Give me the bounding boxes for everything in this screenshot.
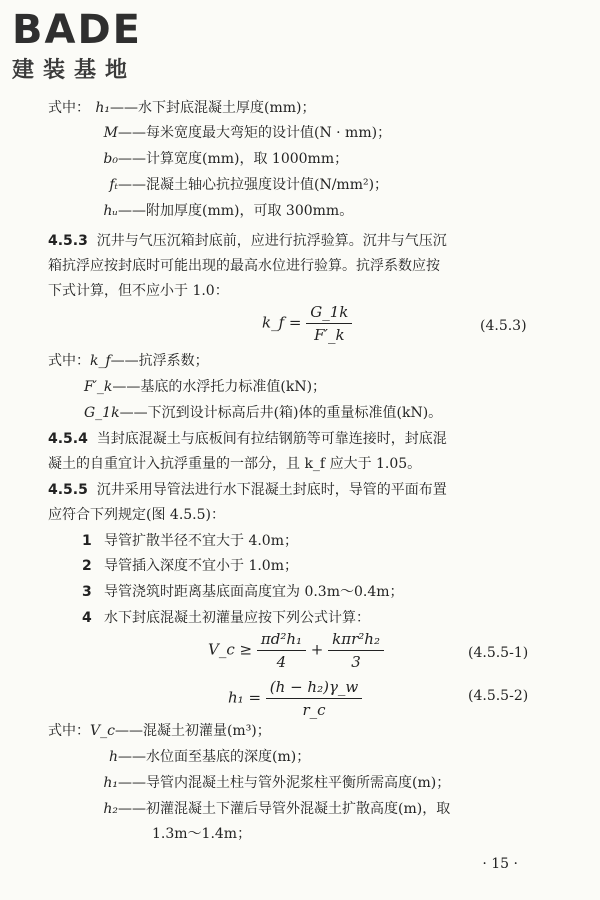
- s454-line-1: [48, 430, 447, 448]
- item-number: 2: [82, 558, 92, 574]
- equation-number: (4.5.3): [480, 318, 527, 334]
- logo-brand: BADE: [12, 7, 142, 53]
- denominator: 3: [328, 650, 384, 671]
- denominator: r_c: [266, 698, 362, 719]
- page-number: · 15 ·: [482, 856, 518, 872]
- definition: ——基底的水浮托力标准值(kN)；: [112, 379, 327, 395]
- section-number: 4.5.4: [48, 431, 88, 447]
- numerator: πd²h₁: [260, 630, 303, 648]
- logo-subtitle: 建装基地: [12, 58, 137, 83]
- defs2-line-3: [84, 404, 442, 422]
- list-item: [82, 609, 370, 627]
- list-item: [82, 557, 298, 575]
- eq-lhs: V_c ≥: [208, 640, 253, 659]
- symbol: hᵤ: [103, 203, 118, 219]
- defs3-continuation: 1.3m～1.4m；: [152, 826, 252, 842]
- fraction: [266, 678, 362, 719]
- fraction: [306, 303, 352, 344]
- defs3-line-1: [48, 722, 271, 740]
- s453-line-2: 箱抗浮应按封底时可能出现的最高水位进行验算。抗浮系数应按: [48, 258, 440, 274]
- eq-lhs: k_f =: [262, 313, 302, 332]
- defs-intro: 式中：: [48, 353, 90, 369]
- definition: ——下沉到设计标高后井(箱)体的重量标准值(kN)。: [119, 405, 443, 421]
- defs3-line-4: [98, 800, 450, 818]
- eq-lhs: h₁ =: [228, 688, 262, 707]
- symbol: h₂: [103, 801, 118, 817]
- paragraph-text: 当封底混凝土与底板间有拉结钢筋等可靠连接时，封底混: [96, 431, 447, 447]
- s453-line-1: [48, 232, 447, 250]
- defs1-line-4: [98, 176, 388, 194]
- section-number: 4.5.3: [48, 233, 88, 249]
- defs3-line-3: [98, 774, 450, 792]
- defs-intro: 式中：: [48, 100, 90, 116]
- definition: ——导管内混凝土柱与管外泥浆柱平衡所需高度(m)；: [118, 775, 451, 791]
- definition: ——每米宽度最大弯矩的设计值(N · mm)；: [118, 125, 392, 141]
- defs1-line-5: [98, 202, 353, 220]
- defs1-line-2: [98, 124, 391, 142]
- paragraph-text: 沉井采用导管法进行水下混凝土封底时，导管的平面布置: [96, 482, 447, 498]
- symbol: h₁: [95, 100, 110, 116]
- item-text: 导管扩散半径不宜大于 4.0m；: [104, 533, 298, 549]
- symbol: V_c: [90, 723, 115, 739]
- symbol: M: [103, 125, 118, 141]
- fraction: [257, 630, 306, 671]
- list-item: [82, 583, 404, 601]
- definition: ——初灌混凝土下灌后导管外混凝土扩散高度(m)，取: [118, 801, 451, 817]
- definition: ——混凝土初灌量(m³)；: [114, 723, 271, 739]
- section-number: 4.5.5: [48, 482, 88, 498]
- defs-intro: 式中：: [48, 723, 90, 739]
- equation-4-5-5-2: [228, 678, 362, 719]
- list-item: [82, 532, 298, 550]
- defs3-line-2: [98, 748, 310, 766]
- definition: ——混凝土轴心抗拉强度设计值(N/mm²)；: [118, 177, 389, 193]
- equation-4-5-5-1: [208, 630, 384, 671]
- definition: ——计算宽度(mm)，取 1000mm；: [118, 151, 349, 167]
- logo: [12, 8, 142, 86]
- symbol: F′_k: [84, 379, 113, 395]
- item-number: 1: [82, 533, 92, 549]
- item-text: 导管浇筑时距离基底面高度宜为 0.3m～0.4m；: [104, 584, 404, 600]
- s455-line-2: 应符合下列规定(图 4.5.5)：: [48, 507, 225, 523]
- symbol: fₜ: [109, 177, 118, 193]
- symbol: h₁: [103, 775, 118, 791]
- symbol: G_1k: [84, 405, 120, 421]
- item-number: 4: [82, 610, 92, 626]
- s453-line-3: 下式计算，但不应小于 1.0：: [48, 283, 229, 299]
- definition: ——水位面至基底的深度(m)；: [118, 749, 311, 765]
- s454-line-2: 凝土的自重宜计入抗浮重量的一部分，且 k_f 应大于 1.05。: [48, 456, 422, 472]
- paragraph-text: 沉井与气压沉箱封底前，应进行抗浮验算。沉井与气压沉: [96, 233, 447, 249]
- defs1-line-1: [48, 99, 315, 117]
- defs2-line-2: [84, 378, 326, 396]
- definition: ——附加厚度(mm)，可取 300mm。: [118, 203, 354, 219]
- numerator: G_1k: [310, 303, 349, 321]
- definition: ——抗浮系数；: [110, 353, 209, 369]
- symbol: h: [108, 749, 118, 765]
- plus-sign: +: [310, 640, 324, 659]
- equation-number: (4.5.5-1): [468, 645, 529, 661]
- item-number: 3: [82, 584, 92, 600]
- denominator: 4: [257, 650, 306, 671]
- item-text: 导管插入深度不宜小于 1.0m；: [104, 558, 298, 574]
- s455-line-1: [48, 481, 447, 499]
- item-text: 水下封底混凝土初灌量应按下列公式计算：: [104, 610, 370, 626]
- symbol: k_f: [90, 353, 111, 369]
- equation-4-5-3: [262, 303, 352, 344]
- definition: ——水下封底混凝土厚度(mm)；: [110, 100, 316, 116]
- defs1-line-3: [98, 150, 348, 168]
- denominator: F′_k: [306, 323, 352, 344]
- numerator: kπr²h₂: [332, 630, 380, 648]
- fraction: [328, 630, 384, 671]
- symbol: b₀: [103, 151, 118, 167]
- numerator: (h − h₂)γ_w: [269, 678, 359, 696]
- equation-number: (4.5.5-2): [468, 688, 529, 704]
- defs2-line-1: [48, 352, 209, 370]
